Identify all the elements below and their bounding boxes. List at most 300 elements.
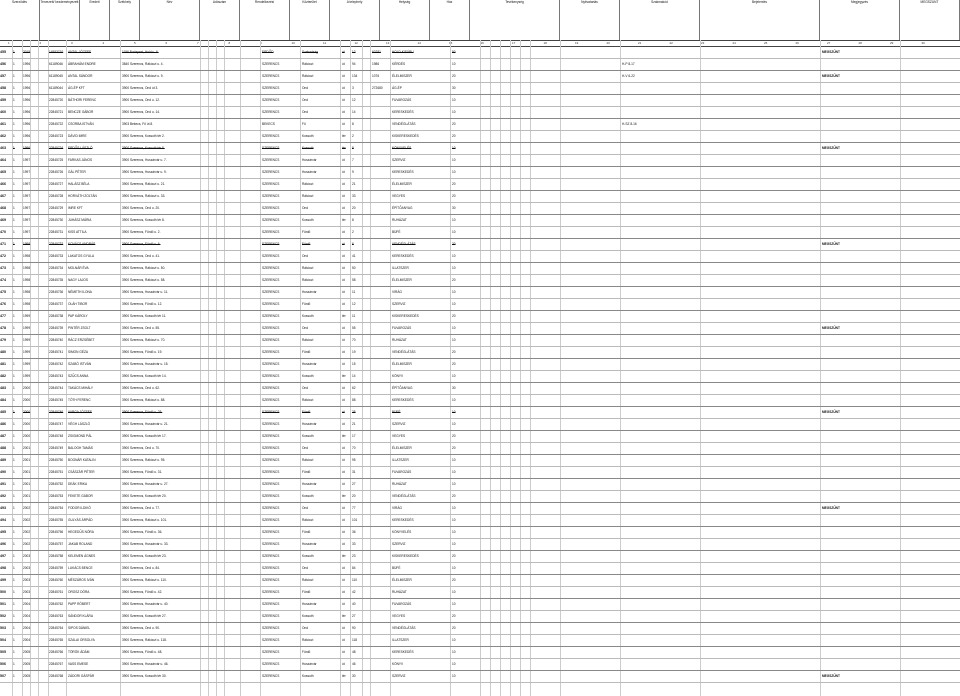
shift-cell: 10 (452, 146, 456, 150)
row-number: 487 (0, 434, 6, 438)
city-cell: SZERENCS (262, 614, 280, 618)
address-cell: 3900 Szerencs, Kossuth tér 30. (122, 674, 167, 678)
shift-cell: 10 (452, 674, 456, 678)
table-row (0, 263, 960, 275)
activity-cell: KÖNYVELÉS (392, 530, 412, 534)
street-type-cell: út (342, 194, 345, 198)
activity-cell: ÁG-ÉP (392, 86, 402, 90)
address-cell: 3900 Szerencs, Kossuth tér 20. (122, 494, 167, 498)
street-type-cell: út (342, 266, 345, 270)
table-row (0, 371, 960, 383)
city-cell: SZERENCS (262, 338, 280, 342)
column-number: 11 (323, 41, 327, 45)
code-cell: 22845753 (49, 494, 64, 498)
row-flag: 1 (13, 530, 15, 534)
street-type-cell: tér (342, 134, 346, 138)
house-number-cell: 41 (352, 254, 356, 258)
city-cell: SZERENCS (262, 398, 280, 402)
address-cell: 3900 Szerencs, Ond u. 55. (122, 326, 160, 330)
street-type-cell: út (342, 158, 345, 162)
shift-cell: 10 (452, 542, 456, 546)
row-number: 501 (0, 602, 6, 606)
shift-cell: 20 (452, 278, 456, 282)
year-cell: 1999 (23, 350, 31, 354)
shift-cell: 10 (452, 602, 456, 606)
table-row (0, 395, 960, 407)
street-cell: Huszárvár (302, 482, 317, 486)
shift-cell: 20 (452, 314, 456, 318)
address-cell: 3900 Szerencs, Ond u. 41. (122, 254, 160, 258)
year-cell: 1998 (23, 266, 31, 270)
year-cell: 1996 (23, 98, 31, 102)
street-type-cell: tér (342, 674, 346, 678)
city-cell: SZERENCS (262, 662, 280, 666)
table-row (0, 323, 960, 335)
column-number: 19 (575, 41, 579, 45)
year-cell: 1999 (23, 338, 31, 342)
city-cell: SZERENCS (262, 254, 280, 258)
table-row (0, 119, 960, 131)
name-cell: HORVÁTH ZOLTÁN (68, 194, 97, 198)
city-cell: SZERENCS (262, 410, 280, 414)
address-cell: 3900 Szerencs, Kossuth tér 8. (122, 218, 165, 222)
address-cell: 3900 Szerencs, Fürdő u. 42. (122, 590, 163, 594)
header-cell: Eredeti (80, 0, 110, 40)
row-flag: 1 (13, 482, 15, 486)
row-number: 465 (0, 170, 6, 174)
address-cell: 3900 Szerencs, Kossuth tér 17. (122, 434, 167, 438)
name-cell: CSORBA ISTVÁN (68, 122, 94, 126)
column-number: 27 (827, 41, 831, 45)
activity-cell: KISKERESKEDÉS (392, 134, 419, 138)
name-cell: LAKATOS GYULA (68, 254, 95, 258)
table-row (0, 671, 960, 683)
header-cell: Tevékenység (470, 0, 560, 40)
street-type-cell: út (342, 626, 345, 630)
row-flag: 1 (13, 638, 15, 642)
code-cell: 22845730 (49, 218, 64, 222)
address-cell: 3900 Szerencs, Huszárvár u. 27. (122, 482, 169, 486)
house-number-cell: 62 (352, 386, 356, 390)
shift-cell: 10 (452, 62, 456, 66)
row-number: 506 (0, 662, 6, 666)
street-type-cell: tér (342, 554, 346, 558)
street-type-cell: út (342, 302, 345, 306)
year-cell: 1997 (23, 230, 31, 234)
activity-cell: ÉLELMISZER (392, 446, 412, 450)
city-cell: SZERENCS (262, 314, 280, 318)
row-number: 481 (0, 362, 6, 366)
row-number: 489 (0, 458, 6, 462)
activity-cell: RUHÁZAT (392, 338, 407, 342)
name-cell: ERDŐS LÁSZLÓ (68, 146, 93, 150)
activity-cell: KISKERESKEDÉS (392, 314, 419, 318)
street-cell: Kossuth (302, 374, 314, 378)
address-cell: 3900 Szerencs, Kossuth tér 2. (122, 134, 165, 138)
row-flag: 1 (13, 434, 15, 438)
column-number: 9 (260, 41, 262, 45)
house-number-cell: 9 (352, 170, 354, 174)
shift-cell: 20 (452, 350, 456, 354)
shift-cell: 10 (452, 254, 456, 258)
street-type-cell: út (342, 50, 345, 54)
street-type-cell: út (342, 410, 345, 414)
row-flag: 1 (13, 230, 15, 234)
address-cell: 3900 Szerencs, Huszárvár u. 15. (122, 362, 169, 366)
year-cell: 1996 (23, 146, 31, 150)
activity-cell: KISKERESKEDÉS (392, 554, 419, 558)
phone-cell: 1986 (372, 62, 380, 66)
activity-cell: KÖNYVELÉS (392, 146, 412, 150)
street-type-cell: út (342, 482, 345, 486)
row-flag: 1 (13, 218, 15, 222)
street-cell: Fürdő (302, 242, 311, 246)
year-cell: 1996 (23, 110, 31, 114)
row-number: 485 (0, 410, 6, 414)
name-cell: PINTÉR ZSOLT (68, 326, 91, 330)
header-cell: Ház (430, 0, 470, 40)
table-row (0, 479, 960, 491)
shift-cell: 10 (452, 458, 456, 462)
activity-cell: FUVAROZÁS (392, 470, 412, 474)
house-number-cell: 8 (352, 122, 354, 126)
address-cell: 3840 Szerencs, Rákóczi u. 4. (122, 62, 164, 66)
address-cell: 3900 Szerencs, Rákóczi u. 58. (122, 278, 166, 282)
city-cell: SZERENCS (262, 494, 280, 498)
name-cell: CSÁSZÁR PÉTER (68, 470, 95, 474)
year-cell: 1997 (23, 158, 31, 162)
year-cell: 1996 (23, 74, 31, 78)
row-flag: 1 (13, 266, 15, 270)
street-type-cell: út (342, 290, 345, 294)
name-cell: HALÁSZ BÉLA (68, 182, 90, 186)
row-number: 458 (0, 86, 6, 90)
activity-cell: KERESKEDÉS (392, 110, 414, 114)
year-cell: 2004 (23, 602, 31, 606)
street-type-cell: út (342, 98, 345, 102)
code-cell: 22845762 (49, 602, 64, 606)
street-type-cell: út (342, 578, 345, 582)
house-number-cell: 110 (352, 578, 358, 582)
street-type-cell: út (342, 182, 345, 186)
address-cell: 3900 Szerencs, Huszárvár u. 33. (122, 542, 169, 546)
house-number-cell: 11 (352, 290, 356, 294)
code-cell: 22845734 (49, 266, 64, 270)
activity-cell: RUHÁZAT (392, 218, 407, 222)
row-number: 498 (0, 566, 6, 570)
address-cell: 3900 Szerencs, Rákóczi u. 9. (122, 74, 164, 78)
address-cell: 3900 Szerencs, Huszárvár u. 46. (122, 662, 169, 666)
street-cell: Szabadság (302, 50, 318, 54)
header-cell: Szakmakód (620, 0, 700, 40)
activity-cell: VEGYES (392, 434, 406, 438)
address-cell: 3900 Szerencs, Fürdő u. 2. (122, 230, 161, 234)
city-cell: SZERENCS (262, 458, 280, 462)
shift-cell: 20 (452, 554, 456, 558)
street-type-cell: út (342, 170, 345, 174)
address-cell: 3900 Szerencs, Fürdő u. 48. (122, 650, 163, 654)
name-cell: ZSIGMOND PÁL (68, 434, 93, 438)
street-cell: Huszárvár (302, 170, 317, 174)
code-cell: 22845724 (49, 146, 64, 150)
street-cell: Huszárvár (302, 290, 317, 294)
row-number: 505 (0, 650, 6, 654)
row-number: 488 (0, 446, 6, 450)
name-cell: VASS EMESE (68, 662, 89, 666)
row-flag: 1 (13, 146, 15, 150)
address-cell: 3900 Szerencs, Kossuth tér 11. (122, 314, 167, 318)
header-cell: Bejelentés (700, 0, 820, 40)
shift-cell: 10 (452, 566, 456, 570)
street-cell: Huszárvár (302, 662, 317, 666)
street-cell: Ond (302, 254, 309, 258)
row-number: 471 (0, 242, 6, 246)
row-number: 466 (0, 182, 6, 186)
shift-cell: 10 (452, 662, 456, 666)
code-cell: 22845736 (49, 290, 64, 294)
table-row (0, 599, 960, 611)
table-row (0, 359, 960, 371)
house-number-cell: 84 (352, 566, 356, 570)
code-cell: 22845722 (49, 122, 64, 126)
street-type-cell: út (342, 470, 345, 474)
house-number-cell: 33 (352, 542, 356, 546)
name-cell: ANTAL JÓZSEF (68, 50, 92, 54)
activity-cell: FUVAROZÁS (392, 602, 412, 606)
year-cell: 1996 (23, 134, 31, 138)
name-cell: SIMON GÉZA (68, 350, 89, 354)
table-row (0, 59, 960, 71)
city-cell: SZERENCS (262, 362, 280, 366)
name-cell: KISS ATTILA (68, 230, 87, 234)
street-type-cell: út (342, 62, 345, 66)
status-cell: MEGSZŰNT (822, 74, 840, 78)
activity-cell: KERESKEDÉS (392, 518, 414, 522)
name-cell: MOLNÁR ÉVA (68, 266, 89, 270)
name-cell: SZŰCS ANNA (68, 374, 89, 378)
city-cell: SZERENCS (262, 206, 280, 210)
status-cell: MEGSZŰNT (822, 410, 840, 414)
table-row (0, 107, 960, 119)
shift-cell: 10 (452, 590, 456, 594)
name-cell: TÖRÖK ÁDÁM (68, 650, 90, 654)
street-type-cell: tér (342, 314, 346, 318)
name-cell: OROSZ DÓRA (68, 590, 90, 594)
address-cell: 3900 Szerencs, Rákóczi u. 33. (122, 194, 166, 198)
year-cell: 1997 (23, 182, 31, 186)
row-flag: 1 (13, 134, 15, 138)
header-cell: Székhely (110, 0, 140, 40)
name-cell: BALOGH TAMÁS (68, 446, 93, 450)
table-row (0, 155, 960, 167)
shift-cell: 30 (452, 206, 456, 210)
name-cell: HEGEDŰS NÓRA (68, 530, 94, 534)
street-cell: Huszárvár (302, 422, 317, 426)
city-cell: SZERENCS (262, 638, 280, 642)
table-row (0, 251, 960, 263)
row-flag: 1 (13, 422, 15, 426)
name-cell: GÁL PÉTER (68, 170, 86, 174)
name-cell: GULYÁS ÁRPÁD (68, 518, 93, 522)
address-cell: 3903 Bekecs, Fő út 8. (122, 122, 154, 126)
street-type-cell: út (342, 386, 345, 390)
activity-cell: HOLD KISÁRU (392, 50, 414, 54)
row-flag: 1 (13, 506, 15, 510)
code-cell: 22845733 (49, 254, 64, 258)
street-cell: Kossuth (302, 314, 314, 318)
house-number-cell: 48 (352, 650, 356, 654)
house-number-cell: 27 (352, 482, 356, 486)
header-cell: Helység (380, 0, 430, 40)
code-cell: 22845740 (49, 338, 64, 342)
address-cell: 3900 Szerencs, Huszárvár u. 11. (122, 290, 169, 294)
year-cell: 1996 (23, 62, 31, 66)
year-cell: 2015 (23, 50, 31, 54)
row-number: 502 (0, 614, 6, 618)
row-number: 504 (0, 638, 6, 642)
street-type-cell: út (342, 662, 345, 666)
house-number-cell: 7 (352, 158, 354, 162)
column-number: 12 (354, 41, 358, 45)
column-number: 10 (291, 41, 295, 45)
city-cell: SZERENCS (262, 566, 280, 570)
house-number-cell: 36 (352, 530, 356, 534)
row-flag: 1 (13, 386, 15, 390)
table-header (0, 0, 960, 41)
row-number: 507 (0, 674, 6, 678)
shift-cell: 50 (452, 50, 456, 54)
row-number: 491 (0, 482, 6, 486)
street-cell: Ond (302, 566, 309, 570)
shift-cell: 20 (452, 446, 456, 450)
street-cell: Rákóczi (302, 578, 314, 582)
header-cell: Rendelkezési (240, 0, 290, 40)
table-row (0, 215, 960, 227)
column-number: 24 (732, 41, 736, 45)
street-cell: Kossuth (302, 674, 314, 678)
activity-cell: ILLATSZER (392, 458, 409, 462)
code-cell: 22845761 (49, 590, 64, 594)
street-type-cell: út (342, 86, 345, 90)
activity-cell: ÉLELMISZER (392, 278, 412, 282)
code-cell: 22845759 (49, 566, 64, 570)
name-cell: KELEMEN ÁGNES (68, 554, 96, 558)
code-cell: 22845729 (49, 206, 64, 210)
street-type-cell: út (342, 650, 345, 654)
street-cell: Rákóczi (302, 182, 314, 186)
code-cell: 61189045 (49, 74, 63, 78)
row-flag: 1 (13, 446, 15, 450)
name-cell: LUKÁCS BENCE (68, 566, 93, 570)
street-type-cell: út (342, 206, 345, 210)
street-cell: Fürdő (302, 230, 311, 234)
street-cell: Rákóczi (302, 638, 314, 642)
address-cell: 1196 Budapest, Hold u. 6. (122, 50, 159, 54)
table-row (0, 95, 960, 107)
name-cell: DEÁK ERIKA (68, 482, 88, 486)
house-number-cell: 70 (352, 338, 356, 342)
table-row (0, 515, 960, 527)
table-row (0, 407, 960, 419)
house-number-cell: 31 (352, 470, 356, 474)
address-cell: 3900 Szerencs, Ond u. 12. (122, 98, 160, 102)
column-number: 22 (669, 41, 673, 45)
street-type-cell: út (342, 230, 345, 234)
city-cell: SZERENCS (262, 170, 280, 174)
year-cell: 1999 (23, 362, 31, 366)
address-cell: 3900 Szerencs, Kossuth tér 23. (122, 554, 167, 558)
year-cell: 1998 (23, 290, 31, 294)
table-row (0, 203, 960, 215)
name-cell: PAPP RÓBERT (68, 602, 91, 606)
row-flag: 1 (13, 614, 15, 618)
street-type-cell: út (342, 254, 345, 258)
address-cell: 3900 Szerencs, Fürdő u. 12. (122, 302, 163, 306)
house-number-cell: 58 (352, 278, 356, 282)
row-flag: 1 (13, 182, 15, 186)
name-cell: JUHÁSZ MÁRIA (68, 218, 92, 222)
table-row (0, 467, 960, 479)
activity-cell: KERESKEDÉS (392, 398, 414, 402)
street-cell: Ond (302, 110, 309, 114)
row-number: 468 (0, 206, 6, 210)
street-cell: Rákóczi (302, 458, 314, 462)
column-number: 18 (543, 41, 547, 45)
code-cell: 22845766 (49, 650, 64, 654)
row-number: 497 (0, 554, 6, 558)
row-number: 455 (0, 50, 6, 54)
house-number-cell: 14 (352, 110, 356, 114)
year-cell: 2004 (23, 614, 31, 618)
house-number-cell: 30 (352, 674, 356, 678)
house-number-cell: 14 (352, 374, 356, 378)
table-row (0, 431, 960, 443)
code-cell: 22845768 (49, 674, 64, 678)
name-cell: TAKÁCS MIHÁLY (68, 386, 94, 390)
code-cell: 22845752 (49, 482, 64, 486)
year-cell: 2001 (23, 446, 31, 450)
code-cell: 22845763 (49, 614, 64, 618)
name-cell: FEKETE GÁBOR (68, 494, 93, 498)
row-flag: 1 (13, 290, 15, 294)
column-number: 8 (228, 41, 231, 45)
house-number-cell: 19 (352, 350, 356, 354)
house-number-cell: 77 (352, 506, 356, 510)
row-flag: 1 (13, 494, 15, 498)
house-number-cell: 50 (352, 266, 356, 270)
city-cell: SZERENCS (262, 590, 280, 594)
code-cell: 22845757 (49, 542, 64, 546)
city-cell: SZERENCS (262, 578, 280, 582)
column-number: 6 (165, 41, 168, 45)
house-number-cell: 11 (352, 314, 356, 318)
name-cell: SZALAI ORSOLYA (68, 638, 95, 642)
row-number: 462 (0, 134, 6, 138)
shift-cell: 10 (452, 470, 456, 474)
row-flag: 1 (13, 110, 15, 114)
year-cell: 2004 (23, 626, 31, 630)
header-cell: MEGSZŰNT (900, 0, 960, 40)
activity-cell: ÉPÍTŐANYAG (392, 386, 413, 390)
year-cell: 1998 (23, 278, 31, 282)
shift-cell: 10 (452, 266, 456, 270)
house-number-cell: 12 (352, 302, 356, 306)
code-cell: 22845741 (49, 350, 64, 354)
row-number: 467 (0, 194, 6, 198)
activity-cell: FUVAROZÁS (392, 98, 412, 102)
shift-cell: 10 (452, 218, 456, 222)
activity-cell: VIRÁG (392, 506, 402, 510)
